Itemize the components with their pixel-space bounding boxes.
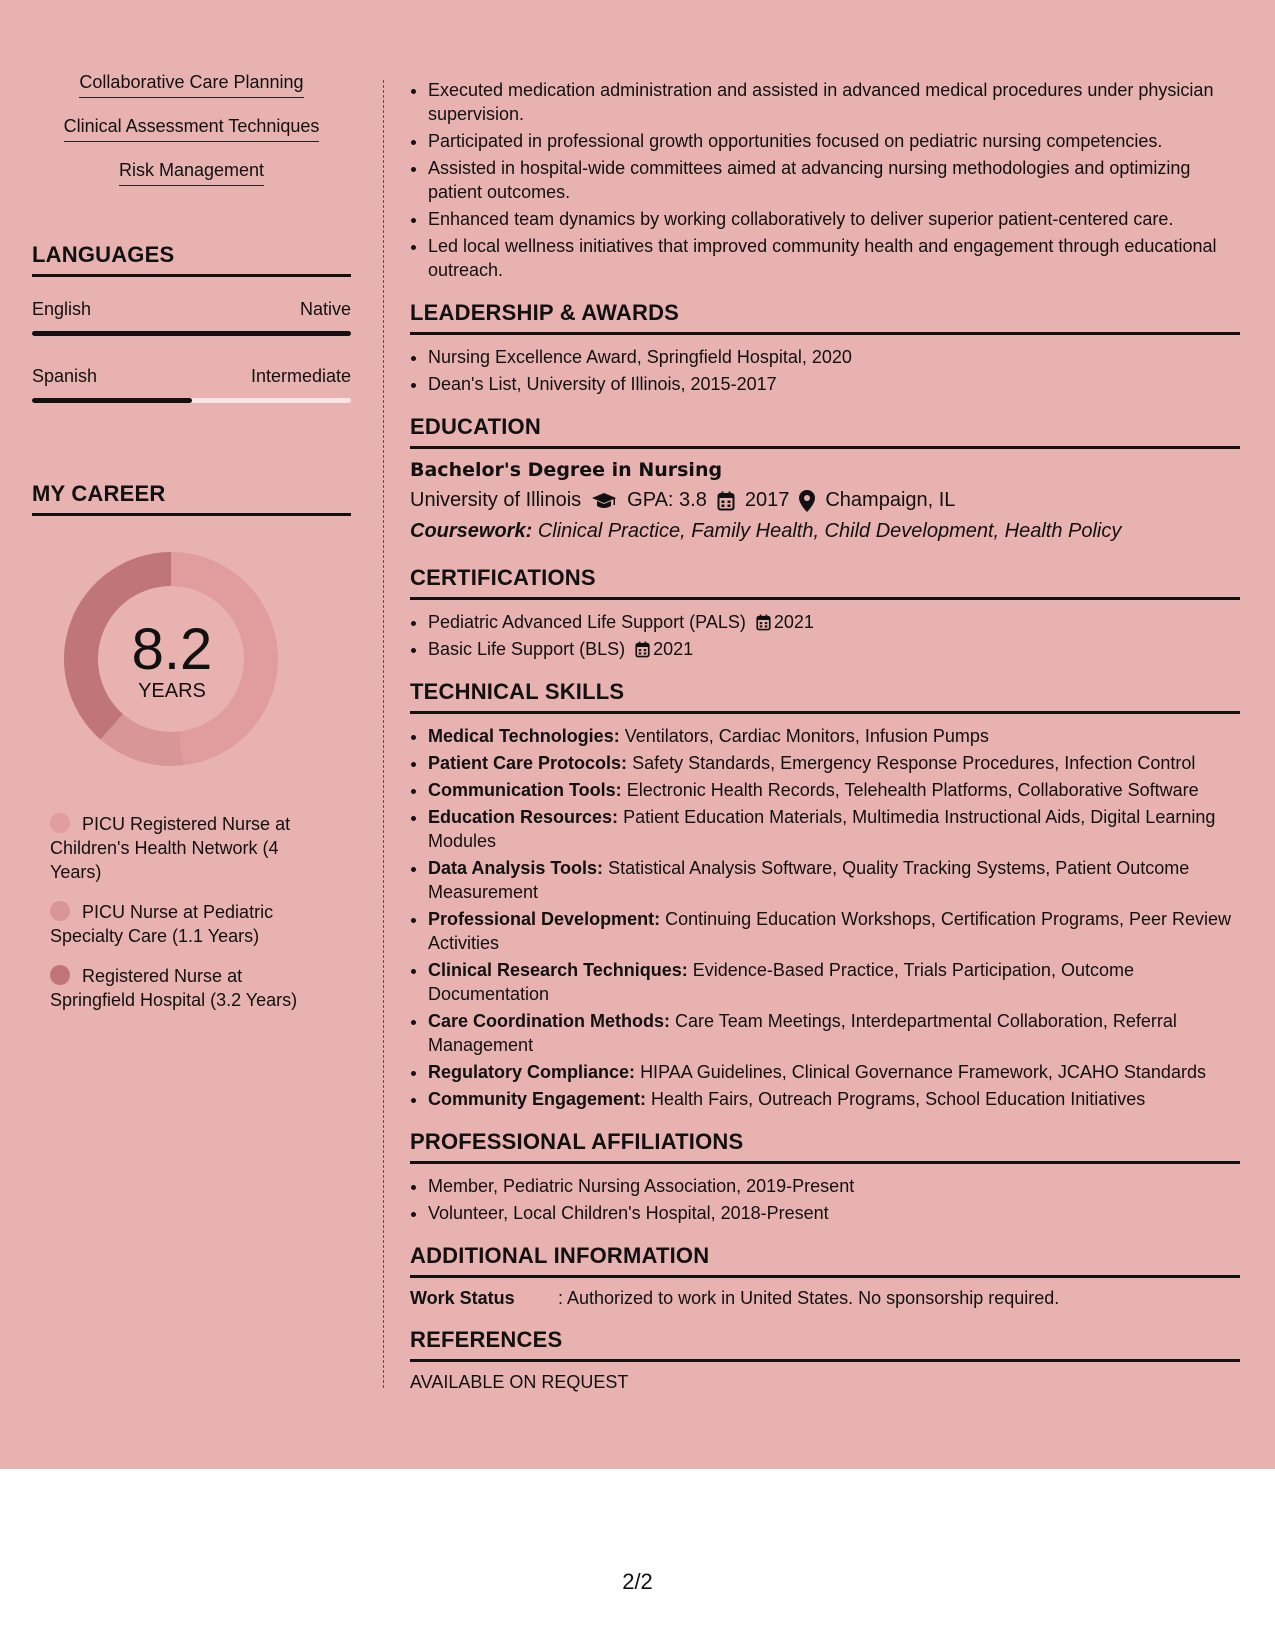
certifications-list <box>410 610 1240 661</box>
coursework <box>410 520 1240 543</box>
career-legend <box>50 812 320 1012</box>
gpa: GPA: 3.8 <box>627 489 707 511</box>
skill-label: Clinical Assessment Techniques <box>64 116 320 142</box>
language-name: Spanish <box>32 366 98 386</box>
career-legend-item <box>50 900 320 948</box>
skill-values: Continuing Education Workshops, Certification Programs, Peer Review Activities <box>428 909 1232 953</box>
technical-skill-item <box>428 1087 1240 1111</box>
coursework-list: Clinical Practice, Family Health, Child Development, Health Policy <box>537 520 1122 542</box>
career-total: 8.2 <box>131 617 213 682</box>
career-legend-item <box>50 964 320 1012</box>
skill-category: Community Engagement: <box>428 1089 647 1109</box>
certification-year: 2021 <box>653 639 694 659</box>
coursework-label: Coursework: <box>410 520 533 542</box>
experience-list <box>410 78 1240 282</box>
language-bar-fill <box>32 398 192 403</box>
skill-values: Care Team Meetings, Interdepartmental Collaboration, Referral Management <box>428 1011 1177 1055</box>
skill-tag <box>32 72 351 98</box>
language-bar <box>32 398 351 403</box>
sidebar <box>32 72 351 1028</box>
skill-values: Statistical Analysis Software, Quality Tracking Systems, Patient Outcome Measurement <box>428 858 1190 902</box>
award-item: • Dean's List, University of Illinois, 2015-2017 <box>428 372 1240 396</box>
calendar-icon <box>635 641 650 658</box>
legend-label: PICU Nurse at Pediatric Specialty Care (1.1 Years) <box>50 902 274 946</box>
language-item <box>32 299 351 336</box>
certification-name: Pediatric Advanced Life Support (PALS) <box>428 612 746 632</box>
skill-category: Clinical Research Techniques: <box>428 960 688 980</box>
languages-heading: LANGUAGES <box>32 242 351 277</box>
skill-category: Education Resources: <box>428 807 619 827</box>
technical-skill-item <box>428 1060 1240 1084</box>
language-name: English <box>32 299 92 319</box>
language-bar <box>32 331 351 336</box>
skill-label: Collaborative Care Planning <box>79 72 303 98</box>
work-status-row <box>410 1288 1240 1309</box>
skill-category: Communication Tools: <box>428 780 622 800</box>
skill-category: Professional Development: <box>428 909 661 929</box>
technical-skill-item <box>428 958 1240 1006</box>
skill-category: Regulatory Compliance: <box>428 1062 636 1082</box>
technical-skill-item <box>428 805 1240 853</box>
affiliations-heading: PROFESSIONAL AFFILIATIONS <box>410 1129 1240 1164</box>
skill-values: Ventilators, Cardiac Monitors, Infusion Pumps <box>624 726 989 746</box>
career-heading: MY CAREER <box>32 481 351 516</box>
affiliation-item: • Volunteer, Local Children's Hospital, 2018-Present <box>428 1201 1240 1225</box>
legend-dot <box>50 965 70 985</box>
technical-skill-item <box>428 856 1240 904</box>
legend-label: PICU Registered Nurse at Children's Health Network (4 Years) <box>50 814 291 882</box>
language-level: Intermediate <box>250 366 351 386</box>
location-pin-icon <box>799 490 815 512</box>
graduation-year: 2017 <box>744 489 790 511</box>
additional-info-heading: ADDITIONAL INFORMATION <box>410 1243 1240 1278</box>
education-details <box>410 489 1240 512</box>
certification-item <box>428 637 1240 661</box>
skill-tag <box>32 160 351 186</box>
references-value: AVAILABLE ON REQUEST <box>410 1372 629 1392</box>
technical-skill-item <box>428 724 1240 748</box>
skill-tag <box>32 116 351 142</box>
degree-title: Bachelor's Degree in Nursing <box>410 459 723 481</box>
experience-bullet: • Enhanced team dynamics by working collaboratively to deliver superior patient-centered care. <box>428 207 1240 231</box>
affiliation-item: • Member, Pediatric Nursing Association, 2019-Present <box>428 1174 1240 1198</box>
skill-values: Health Fairs, Outreach Programs, School Education Initiatives <box>651 1089 1146 1109</box>
skill-category: Medical Technologies: <box>428 726 620 746</box>
skill-values: HIPAA Guidelines, Clinical Governance Framework, JCAHO Standards <box>640 1062 1206 1082</box>
certification-item <box>428 610 1240 634</box>
leadership-list <box>410 345 1240 396</box>
language-level: Native <box>299 299 351 319</box>
school-name: University of Illinois <box>410 489 582 511</box>
education-heading: EDUCATION <box>410 414 1240 449</box>
language-item <box>32 366 351 403</box>
certifications-heading: CERTIFICATIONS <box>410 565 1240 600</box>
career-donut-chart <box>32 516 351 776</box>
skill-category: Care Coordination Methods: <box>428 1011 670 1031</box>
language-bar-fill <box>32 331 351 336</box>
experience-bullet: • Executed medication administration and assisted in advanced medical procedures under physician supervision. <box>428 78 1240 126</box>
main-content <box>410 78 1240 1393</box>
column-divider <box>383 80 384 1388</box>
technical-skills-list <box>410 724 1240 1111</box>
skill-values: Patient Education Materials, Multimedia Instructional Aids, Digital Learning Modules <box>428 807 1216 851</box>
calendar-icon <box>717 491 735 511</box>
page-number: 2/2 <box>622 1569 653 1594</box>
skill-category: Patient Care Protocols: <box>428 753 628 773</box>
technical-skill-item <box>428 751 1240 775</box>
career-unit: YEARS <box>138 680 206 702</box>
skill-category: Data Analysis Tools: <box>428 858 604 878</box>
affiliations-list <box>410 1174 1240 1225</box>
experience-bullet: • Led local wellness initiatives that improved community health and engagement through educational outreach. <box>428 234 1240 282</box>
legend-dot <box>50 813 70 833</box>
skill-values: Safety Standards, Emergency Response Procedures, Infection Control <box>632 753 1196 773</box>
legend-dot <box>50 901 70 921</box>
references-heading: REFERENCES <box>410 1327 1240 1362</box>
skill-values: Electronic Health Records, Telehealth Platforms, Collaborative Software <box>626 780 1199 800</box>
career-legend-item <box>50 812 320 884</box>
experience-bullet: • Participated in professional growth opportunities focused on pediatric nursing competencies. <box>428 129 1240 153</box>
award-item: • Nursing Excellence Award, Springfield Hospital, 2020 <box>428 345 1240 369</box>
technical-skill-item <box>428 778 1240 802</box>
school-location: Champaign, IL <box>825 489 956 511</box>
technical-skills-heading: TECHNICAL SKILLS <box>410 679 1240 714</box>
technical-skill-item <box>428 1009 1240 1057</box>
technical-skill-item <box>428 907 1240 955</box>
leadership-heading: LEADERSHIP & AWARDS <box>410 300 1240 335</box>
skill-values: Evidence-Based Practice, Trials Participation, Outcome Documentation <box>428 960 1134 1004</box>
calendar-icon <box>756 614 771 631</box>
work-status-label: Work Status <box>410 1288 515 1308</box>
graduation-cap-icon <box>591 492 617 510</box>
certification-year: 2021 <box>773 612 814 632</box>
legend-label: Registered Nurse at Springfield Hospital (3.2 Years) <box>50 966 298 1010</box>
work-status-value: : Authorized to work in United States. No sponsorship required. <box>558 1288 1060 1308</box>
skill-label: Risk Management <box>119 160 264 186</box>
experience-bullet: • Assisted in hospital-wide committees aimed at advancing nursing methodologies and optimizing patient outcomes. <box>428 156 1240 204</box>
certification-name: Basic Life Support (BLS) <box>428 639 626 659</box>
